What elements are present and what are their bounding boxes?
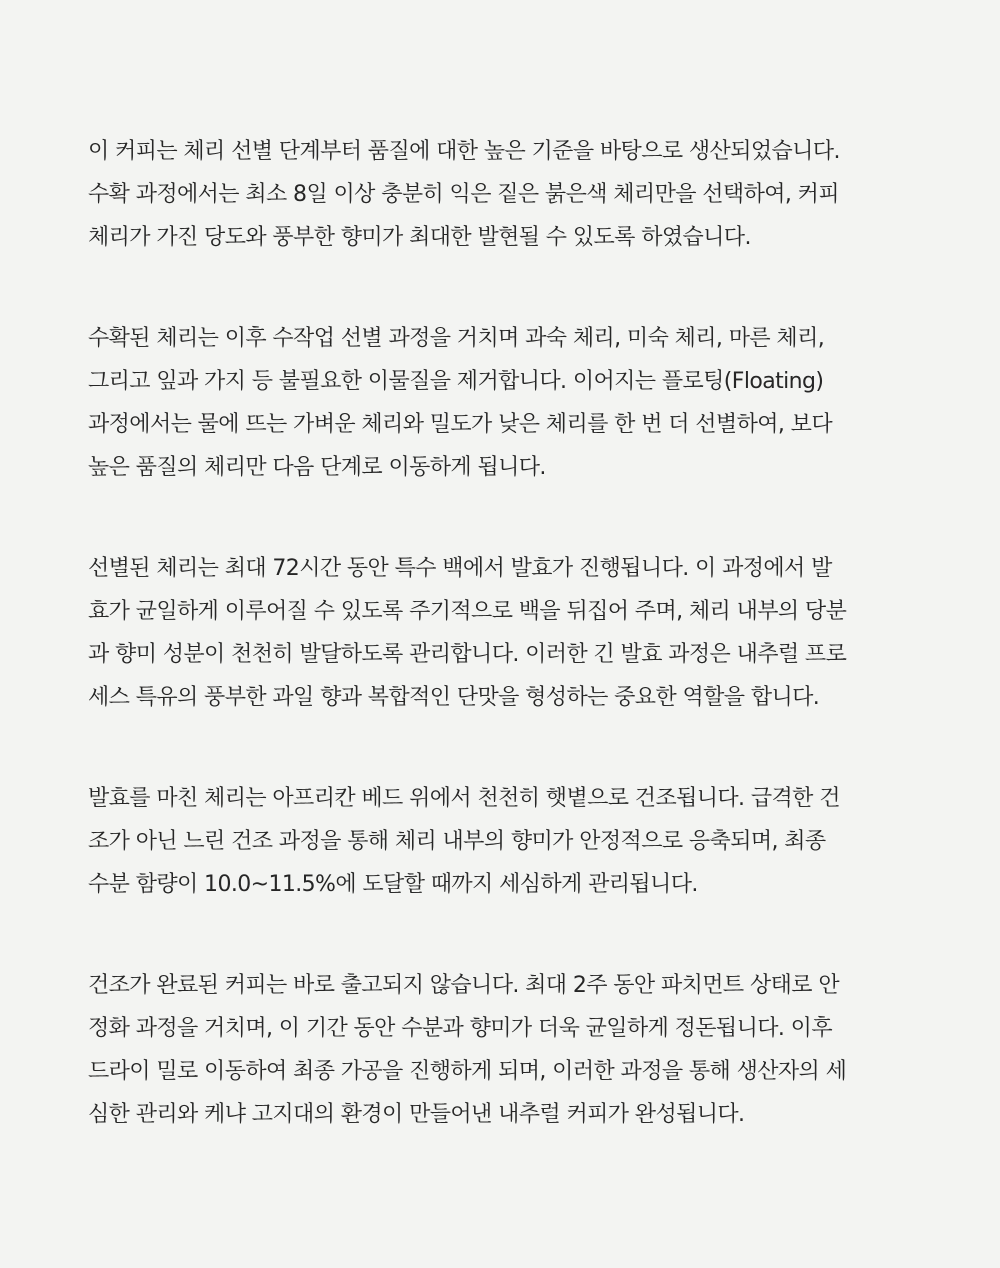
paragraph-fermentation xyxy=(88,547,914,719)
text-line: 수확 과정에서는 최소 8일 이상 충분히 익은 짙은 붉은색 체리만을 선택하여, 커피 xyxy=(88,182,839,207)
text-line: 그리고 잎과 가지 등 불필요한 이물질을 제거합니다. 이어지는 플로팅(Floating) xyxy=(88,369,824,394)
paragraph-stabilization xyxy=(88,964,914,1136)
text-line: 체리가 가진 당도와 풍부한 향미가 최대한 발현될 수 있도록 하였습니다. xyxy=(88,225,751,250)
text-line: 과정에서는 물에 뜨는 가벼운 체리와 밀도가 낮은 체리를 한 번 더 선별하여, 보다 xyxy=(88,412,832,437)
text-line: 이 커피는 체리 선별 단계부터 품질에 대한 높은 기준을 바탕으로 생산되었습니다. xyxy=(88,139,840,164)
paragraph-drying xyxy=(88,777,914,906)
paragraph-cherry-selection xyxy=(88,130,914,259)
text-line: 드라이 밀로 이동하여 최종 가공을 진행하게 되며, 이러한 과정을 통해 생산자의 세 xyxy=(88,1059,847,1084)
text-line: 높은 품질의 체리만 다음 단계로 이동하게 됩니다. xyxy=(88,455,546,480)
text-line: 과 향미 성분이 천천히 발달하도록 관리합니다. 이러한 긴 발효 과정은 내추럴 프로 xyxy=(88,642,847,667)
text-line: 효가 균일하게 이루어질 수 있도록 주기적으로 백을 뒤집어 주며, 체리 내부의 당분 xyxy=(88,599,847,624)
text-line: 세스 특유의 풍부한 과일 향과 복합적인 단맛을 형성하는 중요한 역할을 합니다. xyxy=(88,685,820,710)
text-line: 심한 관리와 케냐 고지대의 환경이 만들어낸 내추럴 커피가 완성됩니다. xyxy=(88,1102,745,1127)
text-line: 조가 아닌 느린 건조 과정을 통해 체리 내부의 향미가 안정적으로 응축되며, 최종 xyxy=(88,829,826,854)
paragraph-sorting-floating xyxy=(88,317,914,489)
text-line: 수확된 체리는 이후 수작업 선별 과정을 거치며 과숙 체리, 미숙 체리, 마른 체리, xyxy=(88,326,825,351)
text-line: 선별된 체리는 최대 72시간 동안 특수 백에서 발효가 진행됩니다. 이 과정에서 발 xyxy=(88,556,832,581)
text-line: 정화 과정을 거치며, 이 기간 동안 수분과 향미가 더욱 균일하게 정돈됩니다. 이후 xyxy=(88,1016,832,1041)
text-line: 수분 함량이 10.0~11.5%에 도달할 때까지 세심하게 관리됩니다. xyxy=(88,872,698,897)
text-line: 발효를 마친 체리는 아프리칸 베드 위에서 천천히 햇볕으로 건조됩니다. 급격한 건 xyxy=(88,786,840,811)
text-line: 건조가 완료된 커피는 바로 출고되지 않습니다. 최대 2주 동안 파치먼트 상태로 안 xyxy=(88,973,839,998)
